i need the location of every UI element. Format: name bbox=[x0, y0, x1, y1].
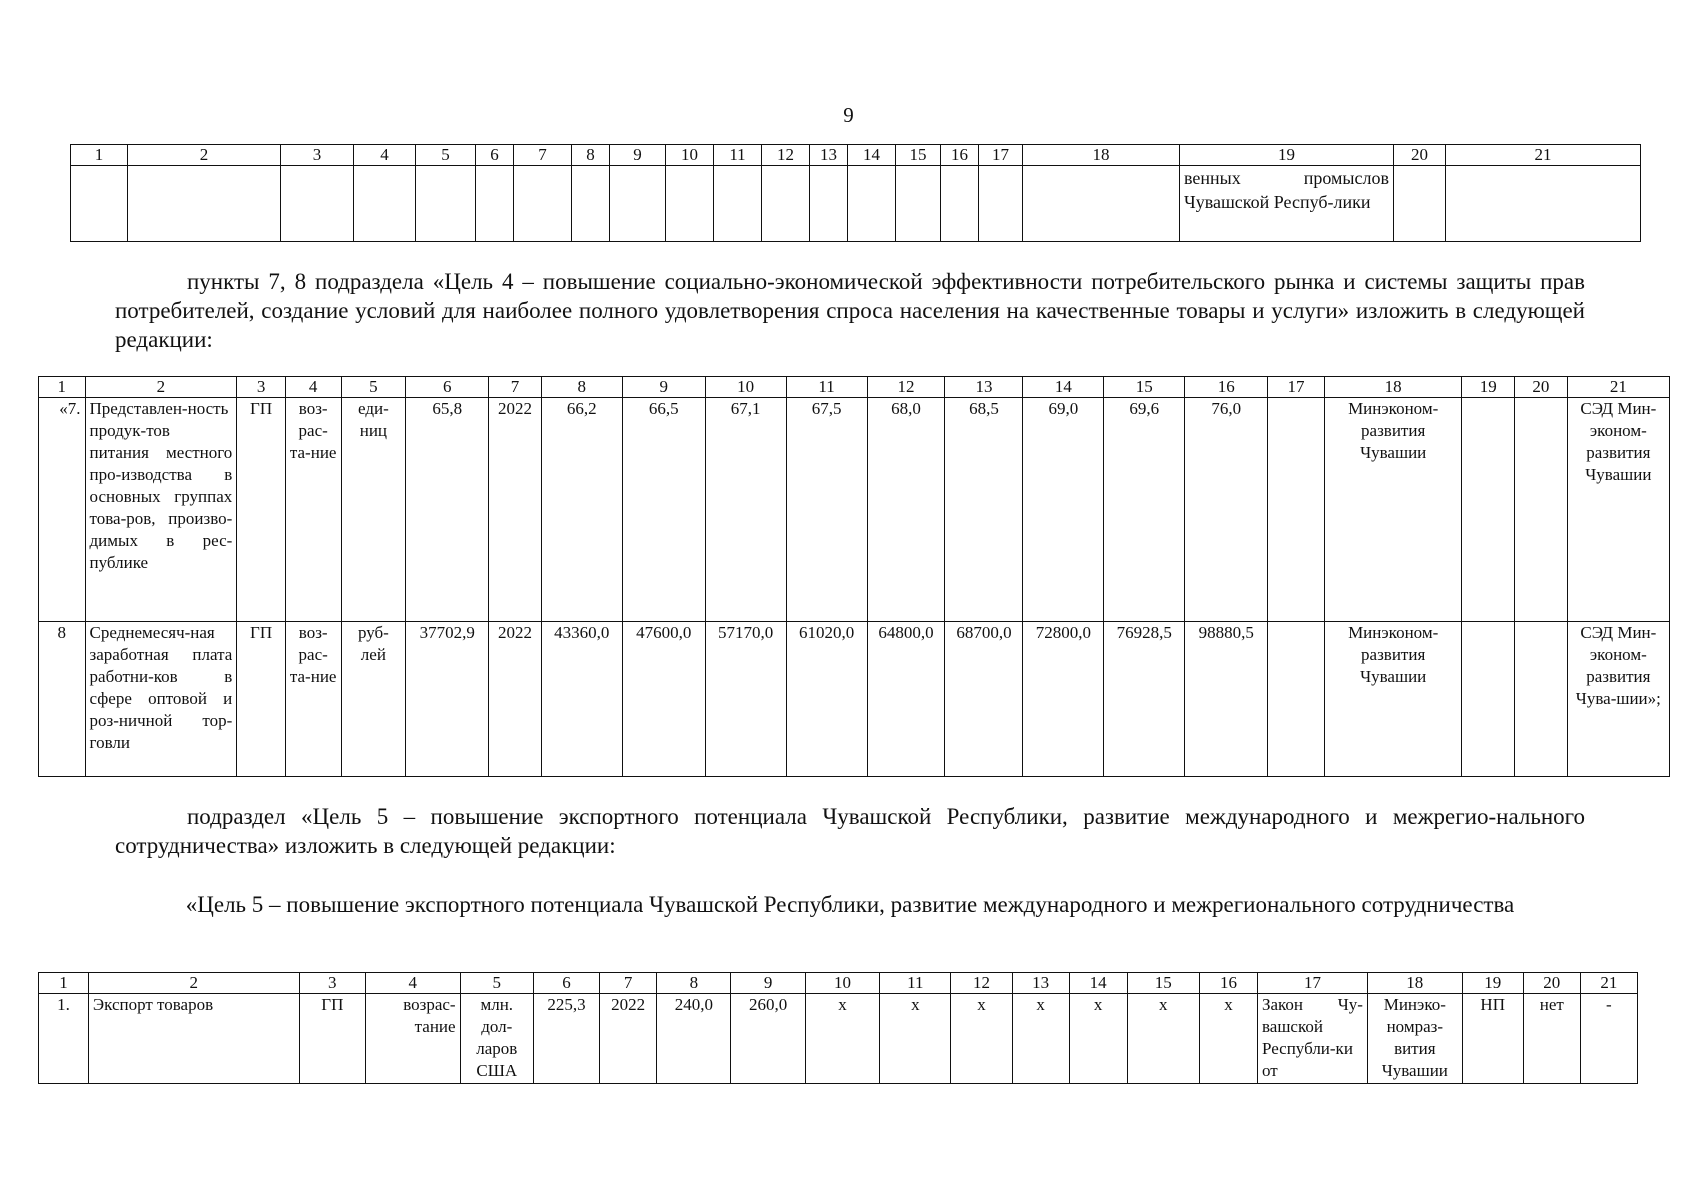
table-header-row bbox=[39, 973, 1638, 994]
table-header-row bbox=[71, 145, 1641, 166]
col-header: 13 bbox=[1012, 973, 1069, 994]
table-cell: 69,0 bbox=[1023, 398, 1104, 622]
table-cell: нет bbox=[1523, 994, 1580, 1084]
table-cell: 8 bbox=[39, 622, 86, 777]
col-header: 16 bbox=[941, 145, 979, 166]
col-header: 19 bbox=[1462, 377, 1515, 398]
table-cell: 98880,5 bbox=[1185, 622, 1268, 777]
table-goal4 bbox=[38, 376, 1670, 777]
col-header: 13 bbox=[945, 377, 1023, 398]
col-header: 17 bbox=[1257, 973, 1367, 994]
col-header: 2 bbox=[128, 145, 281, 166]
table-cell: Представлен-ность продук-тов питания местного про-изводства в основных группах това-ров, произво-димых в рес-публике bbox=[85, 398, 237, 622]
table-cell: x bbox=[880, 994, 951, 1084]
col-header: 3 bbox=[237, 377, 286, 398]
table-cell: 37702,9 bbox=[406, 622, 489, 777]
table-cell: возрас-тание bbox=[365, 994, 460, 1084]
table-cell: млн. дол-ларов США bbox=[460, 994, 533, 1084]
col-header: 17 bbox=[979, 145, 1023, 166]
table-row bbox=[39, 398, 1670, 622]
table-cell: Закон Чу-вашской Республи-ки от bbox=[1257, 994, 1367, 1084]
col-header: 8 bbox=[541, 377, 622, 398]
col-header: 7 bbox=[600, 973, 657, 994]
table-cell: 66,2 bbox=[541, 398, 622, 622]
table-cell: Среднемесяч-ная заработная плата работни-ков в сфере оптовой и роз-ничной тор-говли bbox=[85, 622, 237, 777]
table-cell: воз-рас-та-ние bbox=[285, 398, 341, 622]
col-header: 19 bbox=[1462, 973, 1523, 994]
table-cell: x bbox=[805, 994, 879, 1084]
table-cell: ГП bbox=[237, 398, 286, 622]
table-cell: еди-ниц bbox=[341, 398, 406, 622]
col-header: 6 bbox=[406, 377, 489, 398]
col-header: 14 bbox=[1023, 377, 1104, 398]
col-header: 12 bbox=[867, 377, 945, 398]
col-header: 21 bbox=[1580, 973, 1637, 994]
col-header: 8 bbox=[657, 973, 731, 994]
col-header: 1 bbox=[39, 973, 89, 994]
table-cell: 43360,0 bbox=[541, 622, 622, 777]
table-cell: 2022 bbox=[489, 398, 542, 622]
table-cell: СЭД Мин-эконом-развития Чувашии bbox=[1567, 398, 1669, 622]
section-heading-goal5: «Цель 5 – повышение экспортного потенциала Чувашской Республики, развитие международного и межрегионального сотрудничества bbox=[185, 892, 1515, 917]
table-cell: 72800,0 bbox=[1023, 622, 1104, 777]
col-header: 4 bbox=[354, 145, 416, 166]
table-cell bbox=[1515, 622, 1568, 777]
table-cell: венных промыслов Чувашской Респуб-лики bbox=[1180, 166, 1394, 242]
col-header: 20 bbox=[1515, 377, 1568, 398]
paragraph-goal5: подраздел «Цель 5 – повышение экспортного потенциала Чувашской Республики, развитие международного и межрегио-нального сотрудничества» изложить в следующей редакции: bbox=[115, 804, 1585, 858]
col-header: 3 bbox=[299, 973, 365, 994]
col-header: 19 bbox=[1180, 145, 1394, 166]
col-header: 6 bbox=[476, 145, 514, 166]
table-cell: Минэконом-развития Чувашии bbox=[1324, 398, 1462, 622]
table-cell: - bbox=[1580, 994, 1637, 1084]
table-cell: ГП bbox=[237, 622, 286, 777]
col-header: 16 bbox=[1185, 377, 1268, 398]
table-row bbox=[39, 622, 1670, 777]
table-cell: воз-рас-та-ние bbox=[285, 622, 341, 777]
col-header: 15 bbox=[1104, 377, 1185, 398]
col-header: 15 bbox=[896, 145, 941, 166]
col-header: 11 bbox=[714, 145, 762, 166]
paragraph-goal4: пункты 7, 8 подраздела «Цель 4 – повышение социально-экономической эффективности потребительского рынка и системы защиты прав потребителей, создание условий для наиболее полного удовлетворения спроса населения на качественные товары и услуги» изложить в следующей редакции: bbox=[115, 269, 1585, 352]
table-cell: 67,5 bbox=[786, 398, 867, 622]
col-header: 13 bbox=[810, 145, 848, 166]
col-header: 10 bbox=[666, 145, 714, 166]
table-cell: ГП bbox=[299, 994, 365, 1084]
col-header: 2 bbox=[85, 377, 237, 398]
col-header: 9 bbox=[622, 377, 705, 398]
col-header: 1 bbox=[71, 145, 128, 166]
table-cell: 57170,0 bbox=[705, 622, 786, 777]
col-header: 21 bbox=[1446, 145, 1641, 166]
table-cell: 65,8 bbox=[406, 398, 489, 622]
col-header: 2 bbox=[88, 973, 299, 994]
col-header: 16 bbox=[1199, 973, 1257, 994]
table-cell: 69,6 bbox=[1104, 398, 1185, 622]
table-cell: СЭД Мин-эконом-развития Чува-шии»; bbox=[1567, 622, 1669, 777]
table-cell: 260,0 bbox=[731, 994, 805, 1084]
col-header: 5 bbox=[460, 973, 533, 994]
table-cell: x bbox=[1012, 994, 1069, 1084]
table-cell: 76,0 bbox=[1185, 398, 1268, 622]
table-cell bbox=[1268, 622, 1325, 777]
col-header: 1 bbox=[39, 377, 86, 398]
table-cell: 225,3 bbox=[533, 994, 599, 1084]
table-cell: x bbox=[1199, 994, 1257, 1084]
col-header: 15 bbox=[1127, 973, 1199, 994]
col-header: 4 bbox=[365, 973, 460, 994]
table-cell bbox=[1462, 398, 1515, 622]
table-cell: 47600,0 bbox=[622, 622, 705, 777]
col-header: 18 bbox=[1324, 377, 1462, 398]
col-header: 11 bbox=[880, 973, 951, 994]
table-cell: Минэко-номраз-вития Чувашии bbox=[1367, 994, 1462, 1084]
table-cell: 67,1 bbox=[705, 398, 786, 622]
table-cell: 68,5 bbox=[945, 398, 1023, 622]
table-cell: 66,5 bbox=[622, 398, 705, 622]
table-header-row bbox=[39, 377, 1670, 398]
table-cell: Экспорт товаров bbox=[88, 994, 299, 1084]
col-header: 5 bbox=[416, 145, 476, 166]
table-goal5 bbox=[38, 972, 1638, 1084]
col-header: 20 bbox=[1523, 973, 1580, 994]
table-cell: 240,0 bbox=[657, 994, 731, 1084]
table-cell: 64800,0 bbox=[867, 622, 945, 777]
table-cell bbox=[1462, 622, 1515, 777]
table-cell bbox=[1268, 398, 1325, 622]
col-header: 14 bbox=[848, 145, 896, 166]
table-row bbox=[39, 994, 1638, 1084]
col-header: 17 bbox=[1268, 377, 1325, 398]
table-cell: 2022 bbox=[489, 622, 542, 777]
col-header: 20 bbox=[1394, 145, 1446, 166]
col-header: 10 bbox=[705, 377, 786, 398]
col-header: 4 bbox=[285, 377, 341, 398]
col-header: 10 bbox=[805, 973, 879, 994]
col-header: 9 bbox=[610, 145, 666, 166]
table-cell: x bbox=[1127, 994, 1199, 1084]
col-header: 5 bbox=[341, 377, 406, 398]
page-number: 9 bbox=[843, 103, 854, 127]
table-cell: 1. bbox=[39, 994, 89, 1084]
col-header: 6 bbox=[533, 973, 599, 994]
table-cell: 76928,5 bbox=[1104, 622, 1185, 777]
col-header: 18 bbox=[1023, 145, 1180, 166]
table-cell: руб-лей bbox=[341, 622, 406, 777]
col-header: 7 bbox=[489, 377, 542, 398]
table-cell: Минэконом-развития Чувашии bbox=[1324, 622, 1462, 777]
col-header: 18 bbox=[1367, 973, 1462, 994]
col-header: 11 bbox=[786, 377, 867, 398]
table-cell: x bbox=[1069, 994, 1127, 1084]
col-header: 12 bbox=[951, 973, 1012, 994]
col-header: 14 bbox=[1069, 973, 1127, 994]
table-cell: 61020,0 bbox=[786, 622, 867, 777]
col-header: 8 bbox=[572, 145, 610, 166]
col-header: 21 bbox=[1567, 377, 1669, 398]
table-continuation bbox=[70, 144, 1641, 242]
table-cell: 68700,0 bbox=[945, 622, 1023, 777]
col-header: 9 bbox=[731, 973, 805, 994]
table-cell: НП bbox=[1462, 994, 1523, 1084]
table-cell: x bbox=[951, 994, 1012, 1084]
table-cell: 68,0 bbox=[867, 398, 945, 622]
table-cell: 2022 bbox=[600, 994, 657, 1084]
table-row bbox=[71, 166, 1641, 242]
col-header: 7 bbox=[514, 145, 572, 166]
col-header: 12 bbox=[762, 145, 810, 166]
col-header: 3 bbox=[281, 145, 354, 166]
table-cell bbox=[1515, 398, 1568, 622]
table-cell: «7. bbox=[39, 398, 86, 622]
